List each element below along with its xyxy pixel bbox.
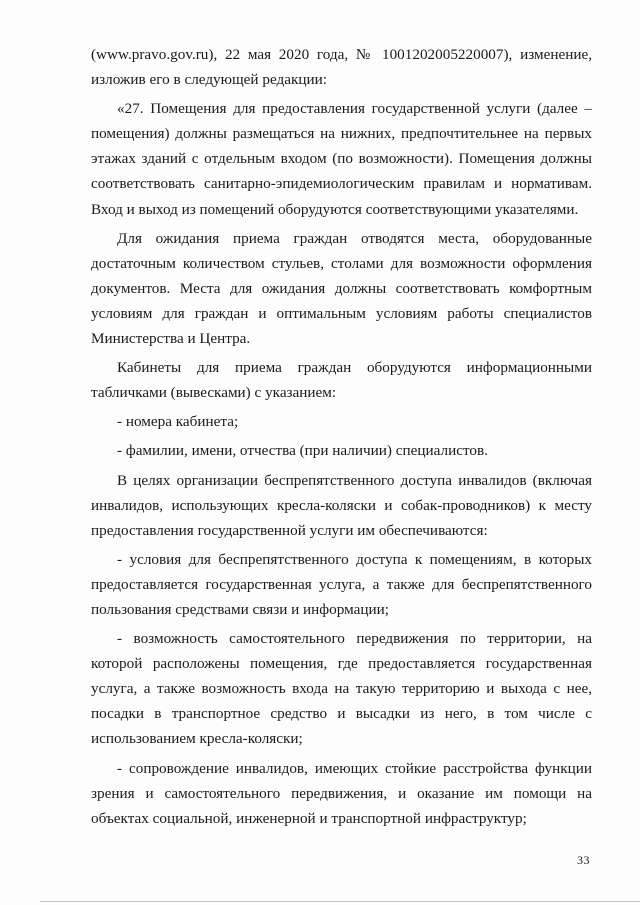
- list-item-access-conditions: - условия для беспрепятственного доступа к помещениям, в которых предоставляется государственная услуга, а также для беспрепятственного пользования средствами связи и информации;: [91, 550, 592, 618]
- list-item-room-number: - номера кабинета;: [117, 413, 239, 431]
- paragraph-intro: (www.pravo.gov.ru), 22 мая 2020 года, № 1001202005220007), изменение, изложив его в следующей редакции:: [91, 46, 592, 89]
- paragraph-offices: Кабинеты для приема граждан оборудуются информационными табличками (вывесками) с указанием:: [91, 359, 592, 402]
- list-item-movement: - возможность самостоятельного передвижения по территории, на которой расположены помещения, где предоставляется государственная услуга, а также возможность входа на такую территорию и выхода с нее, посадки в транспортное средство и высадки из него, в том числе с использованием кресла-коляски;: [91, 630, 592, 748]
- paragraph-accessibility: В целях организации беспрепятственного доступа инвалидов (включая инвалидов, использующих кресла-коляски и собак-проводников) к месту предоставления государственной услуги им обеспечиваются:: [91, 471, 592, 539]
- page-number: 33: [577, 853, 590, 867]
- list-item-escort: - сопровождение инвалидов, имеющих стойкие расстройства функции зрения и самостоятельного передвижения, и оказание им помощи на объектах социальной, инженерной и транспортной инфраструктур;: [91, 759, 592, 827]
- paragraph-clause-27: «27. Помещения для предоставления государственной услуги (далее – помещения) должны размещаться на нижних, предпочтительнее на первых этажах зданий с отдельным входом (по возможности). Помещения должны соответствовать санитарно-эпидемиологическим правилам и нормативам. Вход и выход из помещений оборудуются соответствующими указателями.: [91, 100, 592, 218]
- document-body: [91, 42, 592, 831]
- scan-edge-divider: [40, 901, 640, 902]
- paragraph-waiting-areas: Для ожидания приема граждан отводятся места, оборудованные достаточным количеством стульев, столами для возможности оформления документов. Места для ожидания должны соответствовать комфортным условиям для граждан и оптимальным условиям работы специалистов Министерства и Центра.: [91, 229, 592, 348]
- list-item-specialist-names: - фамилии, имени, отчества (при наличии) специалистов.: [117, 442, 488, 460]
